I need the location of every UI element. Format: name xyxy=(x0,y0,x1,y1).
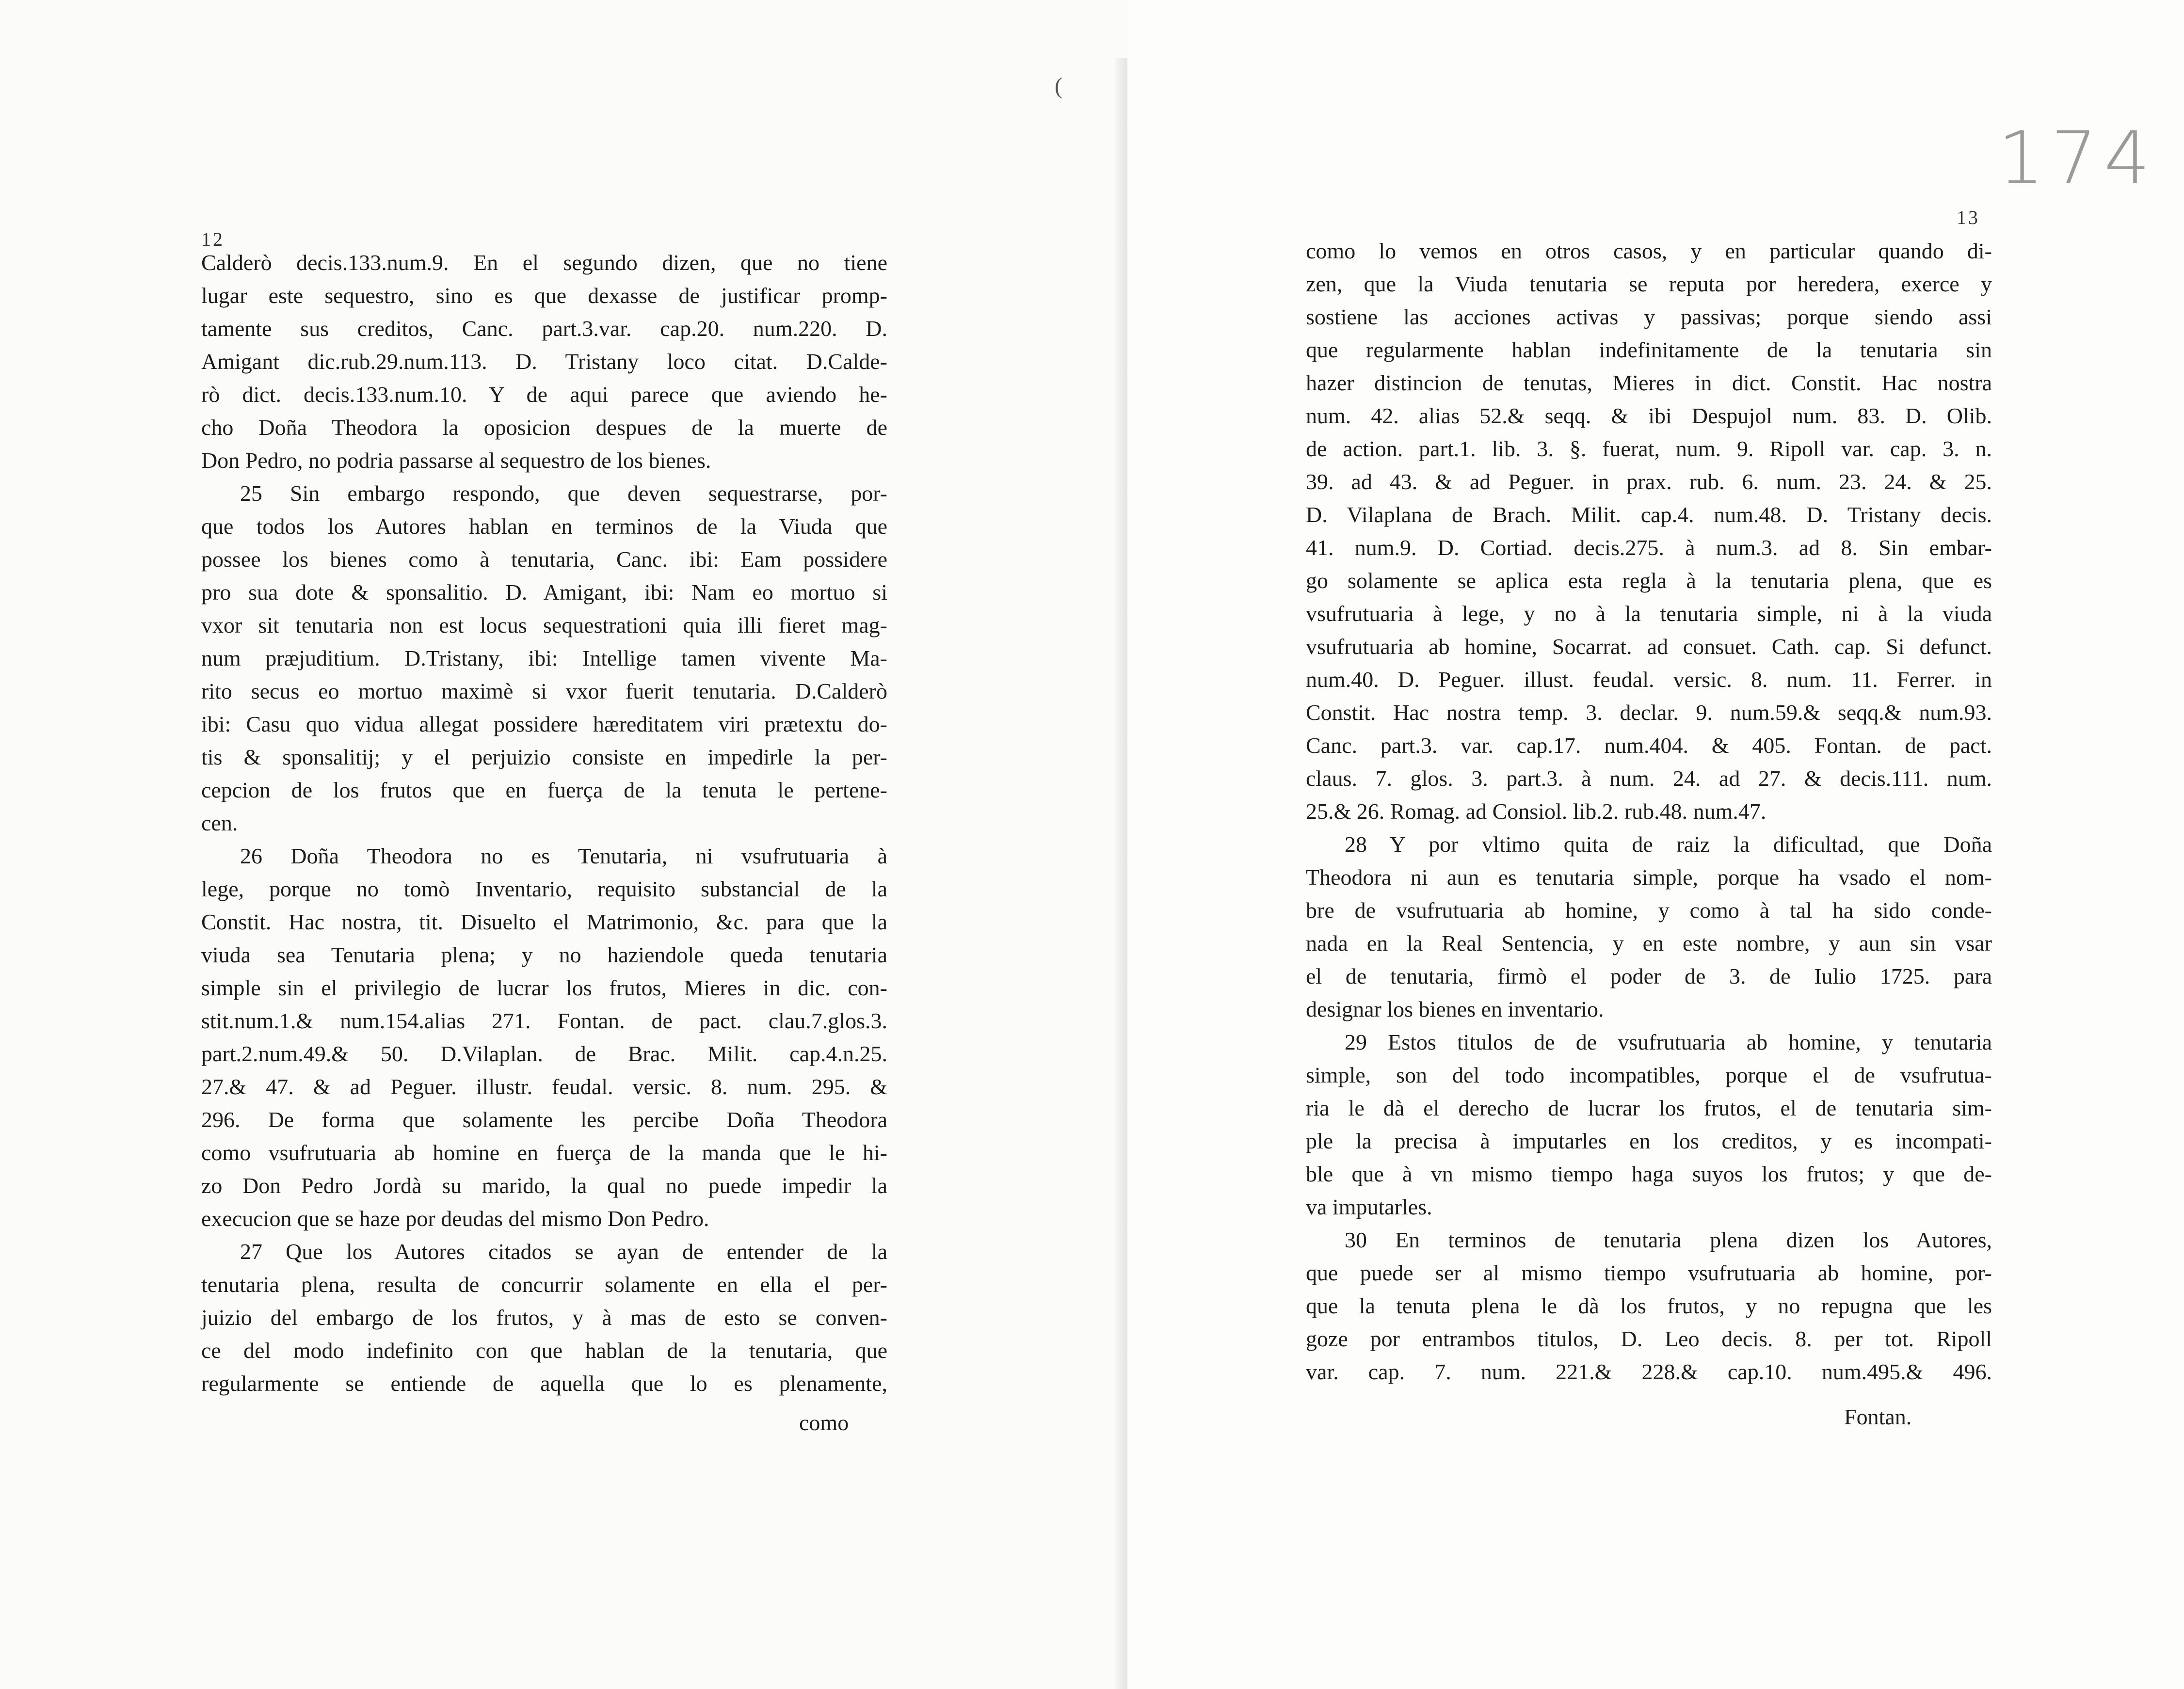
text-line: que la tenuta plena le dà los frutos, y no repugna que les xyxy=(1306,1293,1992,1318)
text-line: lege, porque no tomò Inventario, requisito substancial de la xyxy=(201,876,887,901)
text-line: Constit. Hac nostra, tit. Disuelto el Matrimonio, &c. para que la xyxy=(201,909,887,934)
text-line: stit.num.1.& num.154.alias 271. Fontan. de pact. clau.7.glos.3. xyxy=(201,1008,887,1033)
text-line: nada en la Real Sentencia, y en este nombre, y aun sin vsar xyxy=(1306,931,1992,956)
text-line: 28 Y por vltimo quita de raiz la dificultad, que Doña xyxy=(1345,832,1992,857)
text-line: rò dict. decis.133.num.10. Y de aqui parece que aviendo he- xyxy=(201,382,887,407)
right-page-text xyxy=(1306,235,1992,1388)
text-line: go solamente se aplica esta regla à la tenutaria plena, que es xyxy=(1306,568,1992,593)
text-line: ria le dà el derecho de lucrar los frutos, el de tenutaria sim- xyxy=(1306,1096,1992,1120)
text-line: como vsufrutuaria ab homine en fuerça de la manda que le hi- xyxy=(201,1140,887,1165)
text-line: juizio del embargo de los frutos, y à mas de esto se conven- xyxy=(201,1305,887,1330)
text-line: zo Don Pedro Jordà su marido, la qual no puede impedir la xyxy=(201,1173,887,1198)
text-line: 27 Que los Autores citados se ayan de entender de la xyxy=(240,1239,887,1264)
text-line: part.2.num.49.& 50. D.Vilaplan. de Brac. Milit. cap.4.n.25. xyxy=(201,1041,887,1066)
text-line: sostiene las acciones activas y passivas; porque siendo assi xyxy=(1306,304,1992,329)
text-line: zen, que la Viuda tenutaria se reputa por heredera, exerce y xyxy=(1306,271,1992,296)
text-line: vsufrutuaria ab homine, Socarrat. ad consuet. Cath. cap. Si defunct. xyxy=(1306,634,1992,659)
text-line: simple, son del todo incompatibles, porque el de vsufrutua- xyxy=(1306,1063,1992,1087)
text-line: Don Pedro, no podria passarse al sequestro de los bienes. xyxy=(201,448,711,473)
text-line: pro sua dote & sponsalitio. D. Amigant, ibi: Nam eo mortuo si xyxy=(201,580,887,605)
text-line: Canc. part.3. var. cap.17. num.404. & 405. Fontan. de pact. xyxy=(1306,733,1992,758)
text-line: cho Doña Theodora la oposicion despues de la muerte de xyxy=(201,415,887,440)
text-line: num præjuditium. D.Tristany, ibi: Intellige tamen vivente Ma- xyxy=(201,646,887,670)
right-page xyxy=(1055,0,2184,1689)
text-line: 27.& 47. & ad Peguer. illustr. feudal. versic. 8. num. 295. & xyxy=(201,1074,887,1099)
text-line: 29 Estos titulos de de vsufrutuaria ab homine, y tenutaria xyxy=(1345,1030,1992,1054)
text-line: Amigant dic.rub.29.num.113. D. Tristany loco citat. D.Calde- xyxy=(201,349,887,374)
text-line: viuda sea Tenutaria plena; y no haziendole queda tenutaria xyxy=(201,942,887,967)
text-line: var. cap. 7. num. 221.& 228.& cap.10. num.495.& 496. xyxy=(1306,1359,1992,1384)
text-line: possee los bienes como à tenutaria, Canc. ibi: Eam possidere xyxy=(201,547,887,572)
text-line: tis & sponsalitij; y el perjuizio consiste en impedirle la per- xyxy=(201,745,887,769)
text-line: Theodora ni aun es tenutaria simple, porque ha vsado el nom- xyxy=(1306,865,1992,890)
text-line: num.40. D. Peguer. illust. feudal. versic. 8. num. 11. Ferrer. in xyxy=(1306,667,1992,692)
text-line: cen. xyxy=(201,811,238,835)
text-line: ibi: Casu quo vidua allegat possidere hæreditatem viri prætextu do- xyxy=(201,712,887,736)
text-line: claus. 7. glos. 3. part.3. à num. 24. ad 27. & decis.111. num. xyxy=(1306,766,1992,791)
left-page-text xyxy=(201,246,887,1400)
page-number-right: 13 xyxy=(1957,207,1980,228)
text-line: rito secus eo mortuo maximè si vxor fuerit tenutaria. D.Calderò xyxy=(201,679,887,703)
text-line: 30 En terminos de tenutaria plena dizen los Autores, xyxy=(1345,1227,1992,1252)
text-line: 296. De forma que solamente les percibe Doña Theodora xyxy=(201,1107,887,1132)
text-line: ble que à vn mismo tiempo haga suyos los frutos; y que de- xyxy=(1306,1162,1992,1186)
text-line: Calderò decis.133.num.9. En el segundo dizen, que no tiene xyxy=(201,250,887,275)
text-line: Constit. Hac nostra temp. 3. declar. 9. num.59.& seqq.& num.93. xyxy=(1306,700,1992,725)
text-line: designar los bienes en inventario. xyxy=(1306,997,1604,1021)
catchword-right: Fontan. xyxy=(1844,1404,1912,1429)
text-line: que todos los Autores hablan en terminos de la Viuda que xyxy=(201,514,887,539)
text-line: 41. num.9. D. Cortiad. decis.275. à num.3. ad 8. Sin embar- xyxy=(1306,535,1992,560)
text-line: vxor sit tenutaria non est locus sequestrationi quia illi fieret mag- xyxy=(201,613,887,637)
page-number-left: 12 xyxy=(201,228,225,250)
text-line: num. 42. alias 52.& seqq. & ibi Despujol num. 83. D. Olib. xyxy=(1306,403,1992,428)
text-line: como lo vemos en otros casos, y en particular quando di- xyxy=(1306,239,1992,263)
text-line: vsufrutuaria à lege, y no à la tenutaria simple, ni à la viuda xyxy=(1306,601,1992,626)
text-line: goze por entrambos titulos, D. Leo decis. 8. per tot. Ripoll xyxy=(1306,1326,1992,1351)
text-line: va imputarles. xyxy=(1306,1195,1432,1219)
folio-number: 174 xyxy=(1998,116,2157,201)
catchword-left: como xyxy=(799,1410,849,1435)
text-line: ce del modo indefinito con que hablan de la tenutaria, que xyxy=(201,1338,887,1363)
text-line: 39. ad 43. & ad Peguer. in prax. rub. 6. num. 23. 24. & 25. xyxy=(1306,469,1992,494)
text-line: execucion que se haze por deudas del mismo Don Pedro. xyxy=(201,1206,709,1231)
text-line: bre de vsufrutuaria ab homine, y como à tal ha sido conde- xyxy=(1306,898,1992,923)
text-line: 26 Doña Theodora no es Tenutaria, ni vsufrutuaria à xyxy=(240,844,887,868)
text-line: lugar este sequestro, sino es que dexasse de justificar promp- xyxy=(201,283,887,308)
text-line: 25 Sin embargo respondo, que deven sequestrarse, por- xyxy=(240,481,887,506)
text-line: de action. part.1. lib. 3. §. fuerat, num. 9. Ripoll var. cap. 3. n. xyxy=(1306,436,1992,461)
text-line: 25.& 26. Romag. ad Consiol. lib.2. rub.48. num.47. xyxy=(1306,799,1766,824)
text-line: que regularmente hablan indefinitamente de la tenutaria sin xyxy=(1306,337,1992,362)
text-line: regularmente se entiende de aquella que lo es plenamente, xyxy=(201,1371,887,1396)
text-line: el de tenutaria, firmò el poder de 3. de Iulio 1725. para xyxy=(1306,964,1992,988)
text-line: cepcion de los frutos que en fuerça de la tenuta le pertene- xyxy=(201,778,887,802)
text-line: D. Vilaplana de Brach. Milit. cap.4. num.48. D. Tristany decis. xyxy=(1306,502,1992,527)
text-line: ple la precisa à imputarles en los creditos, y es incompati- xyxy=(1306,1129,1992,1153)
text-line: tenutaria plena, resulta de concurrir solamente en ella el per- xyxy=(201,1272,887,1297)
top-mark: ( xyxy=(1055,73,1062,99)
text-line: que puede ser al mismo tiempo vsufrutuaria ab homine, por- xyxy=(1306,1260,1992,1285)
text-line: simple sin el privilegio de lucrar los frutos, Mieres in dic. con- xyxy=(201,975,887,1000)
text-line: tamente sus creditos, Canc. part.3.var. cap.20. num.220. D. xyxy=(201,316,887,341)
text-line: hazer distincion de tenutas, Mieres in dict. Constit. Hac nostra xyxy=(1306,370,1992,395)
